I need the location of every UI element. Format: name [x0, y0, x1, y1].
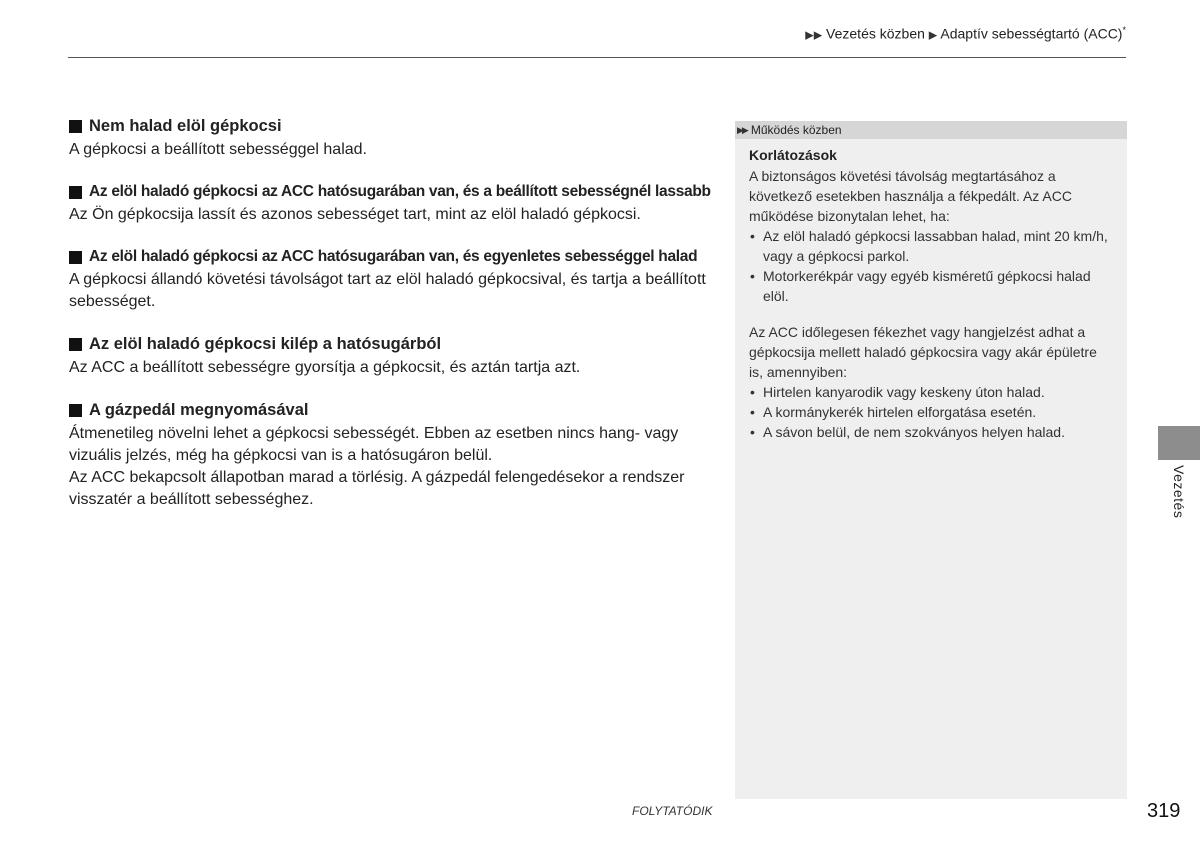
square-bullet-icon [69, 251, 82, 264]
page-number: 319 [1147, 800, 1181, 822]
section-accelerator [69, 401, 719, 511]
section-text: A gépkocsi a beállított sebességgel halad. [69, 141, 367, 158]
main-content [69, 117, 719, 533]
sidebar-body [735, 139, 1127, 442]
section-slower-vehicle [69, 183, 719, 226]
sidebar-header [735, 121, 1127, 139]
breadcrumb-item-driving: Vezetés közben [826, 25, 925, 42]
chapter-label-text: Vezetés [1171, 465, 1187, 519]
square-bullet-icon [69, 186, 82, 199]
sidebar-header-label: Működés közben [750, 123, 842, 137]
square-bullet-icon [69, 120, 82, 133]
chapter-label [1158, 462, 1200, 522]
square-bullet-icon [69, 404, 82, 417]
sidebar-intro: A biztonságos követési távolság megtartásához a következő esetekben használja a fékpedált. Az ACC működése bizonytalan lehet, ha: [749, 168, 1072, 224]
double-arrow-icon: ▶▶ [737, 125, 747, 135]
section-heading [69, 183, 719, 201]
sidebar-list-1 [749, 226, 1113, 306]
continued-label: FOLYTATÓDIK [632, 804, 713, 818]
section-text: A gépkocsi állandó követési távolságot tart az elöl haladó gépkocsival, és tartja a beállított sebességet. [69, 271, 706, 310]
section-steady-vehicle [69, 248, 719, 313]
section-title: Nem halad elöl gépkocsi [89, 117, 282, 135]
sidebar-paragraph: Az ACC időlegesen fékezhet vagy hangjelzést adhat a gépkocsija mellett haladó gépkocsira vagy akár épületre is, amennyiben: [749, 324, 1097, 380]
section-text: Az ACC a beállított sebességre gyorsítja a gépkocsit, és aztán tartja azt. [69, 359, 581, 376]
section-title: Az elöl haladó gépkocsi az ACC hatósugarában van, és egyenletes sebességgel halad [89, 248, 698, 265]
asterisk-mark: * [1122, 25, 1126, 35]
breadcrumb-item-acc: Adaptív sebességtartó (ACC) [940, 25, 1123, 42]
section-heading [69, 117, 719, 136]
list-item: • Motorkerékpár vagy egyéb kisméretű gépkocsi halad elöl. [749, 266, 1113, 306]
list-item: • Hirtelen kanyarodik vagy keskeny úton halad. [749, 382, 1113, 402]
arrow-right-icon: ▶▶ [805, 29, 823, 42]
section-heading [69, 401, 719, 420]
sidebar-title: Korlátozások [749, 147, 837, 163]
section-heading [69, 248, 719, 266]
section-text: Az ACC bekapcsolt állapotban marad a törlésig. A gázpedál felengedésekor a rendszer visszatér a beállított sebességhez. [69, 469, 685, 508]
arrow-right-icon: ▶ [928, 29, 938, 42]
chapter-tab[interactable] [1158, 426, 1200, 460]
section-title: A gázpedál megnyomásával [89, 401, 309, 419]
section-title: Az elöl haladó gépkocsi kilép a hatósugárból [89, 335, 442, 353]
section-heading [69, 335, 719, 354]
square-bullet-icon [69, 338, 82, 351]
sidebar-list-2 [749, 382, 1113, 442]
section-vehicle-leaves [69, 335, 719, 379]
section-no-vehicle-ahead [69, 117, 719, 161]
list-item: • Az elöl haladó gépkocsi lassabban halad, mint 20 km/h, vagy a gépkocsi parkol. [749, 226, 1113, 266]
section-text: Az Ön gépkocsija lassít és azonos sebességet tart, mint az elöl haladó gépkocsi. [69, 206, 641, 223]
list-item: • A kormánykerék hirtelen elforgatása esetén. [749, 402, 1113, 422]
header-divider [68, 57, 1126, 58]
section-title: Az elöl haladó gépkocsi az ACC hatósugarában van, és a beállított sebességnél lassabb [89, 183, 711, 200]
list-item: • A sávon belül, de nem szokványos helyen halad. [749, 422, 1113, 442]
sidebar-note [735, 121, 1127, 799]
breadcrumb [805, 25, 1126, 42]
section-text: Átmenetileg növelni lehet a gépkocsi sebességét. Ebben az esetben nincs hang- vagy vizuális jelzés, még ha gépkocsi van is a hatósugáron belül. [69, 425, 679, 464]
